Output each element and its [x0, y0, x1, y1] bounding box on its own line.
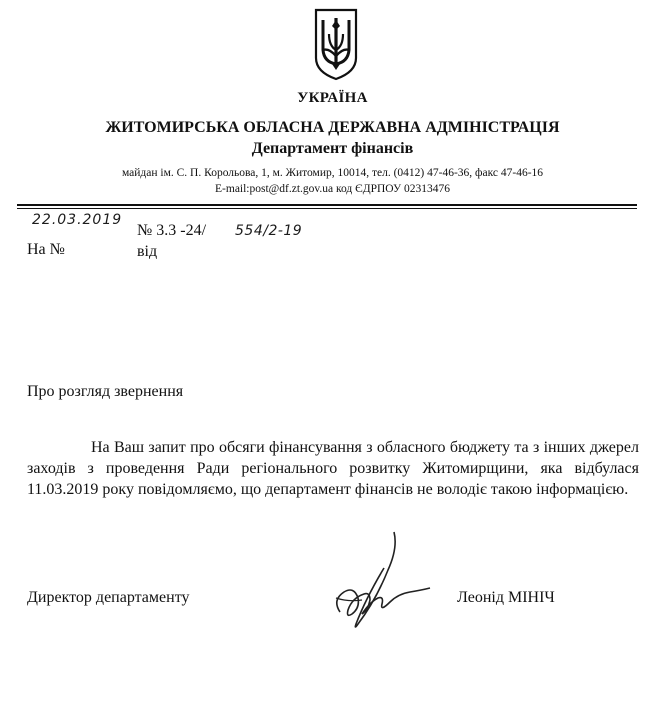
header-organization: ЖИТОМИРСЬКА ОБЛАСНА ДЕРЖАВНА АДМІНІСТРАЦІЯ	[105, 119, 560, 136]
handwritten-date: 22.03.2019	[32, 212, 123, 228]
reply-to-label: На №	[27, 241, 65, 258]
trident-emblem-icon	[312, 6, 360, 82]
handwritten-signature	[318, 528, 448, 638]
header-divider-thin	[17, 208, 637, 209]
header-divider-thick	[17, 204, 637, 206]
header-email-line: E-mail:post@df.zt.gov.ua код ЄДРПОУ 02313476	[215, 183, 450, 195]
handwritten-number: 554/2-19	[235, 223, 303, 239]
letter-subject: Про розгляд звернення	[27, 383, 184, 400]
signatory-title: Директор департаменту	[27, 589, 190, 606]
header-address: майдан ім. С. П. Корольова, 1, м. Житомир, 10014, тел. (0412) 47-46-36, факс 47-46-16	[121, 167, 544, 179]
outgoing-number-label: № 3.3 -24/	[137, 222, 207, 239]
header-department: Департамент фінансів	[251, 140, 414, 157]
letter-body: На Ваш запит про обсяги фінансування з обласного бюджету та з інших джерел заходів з проведення Ради регіонального розвитку Житомирщини, яка відбулася 11.03.2019 року повідомляємо, що департамент фінансів не володіє такою інформацією.	[27, 439, 639, 498]
from-date-label: від	[137, 243, 158, 260]
header-country: УКРАЇНА	[297, 90, 368, 106]
signatory-name: Леонід МІНІЧ	[457, 589, 555, 606]
